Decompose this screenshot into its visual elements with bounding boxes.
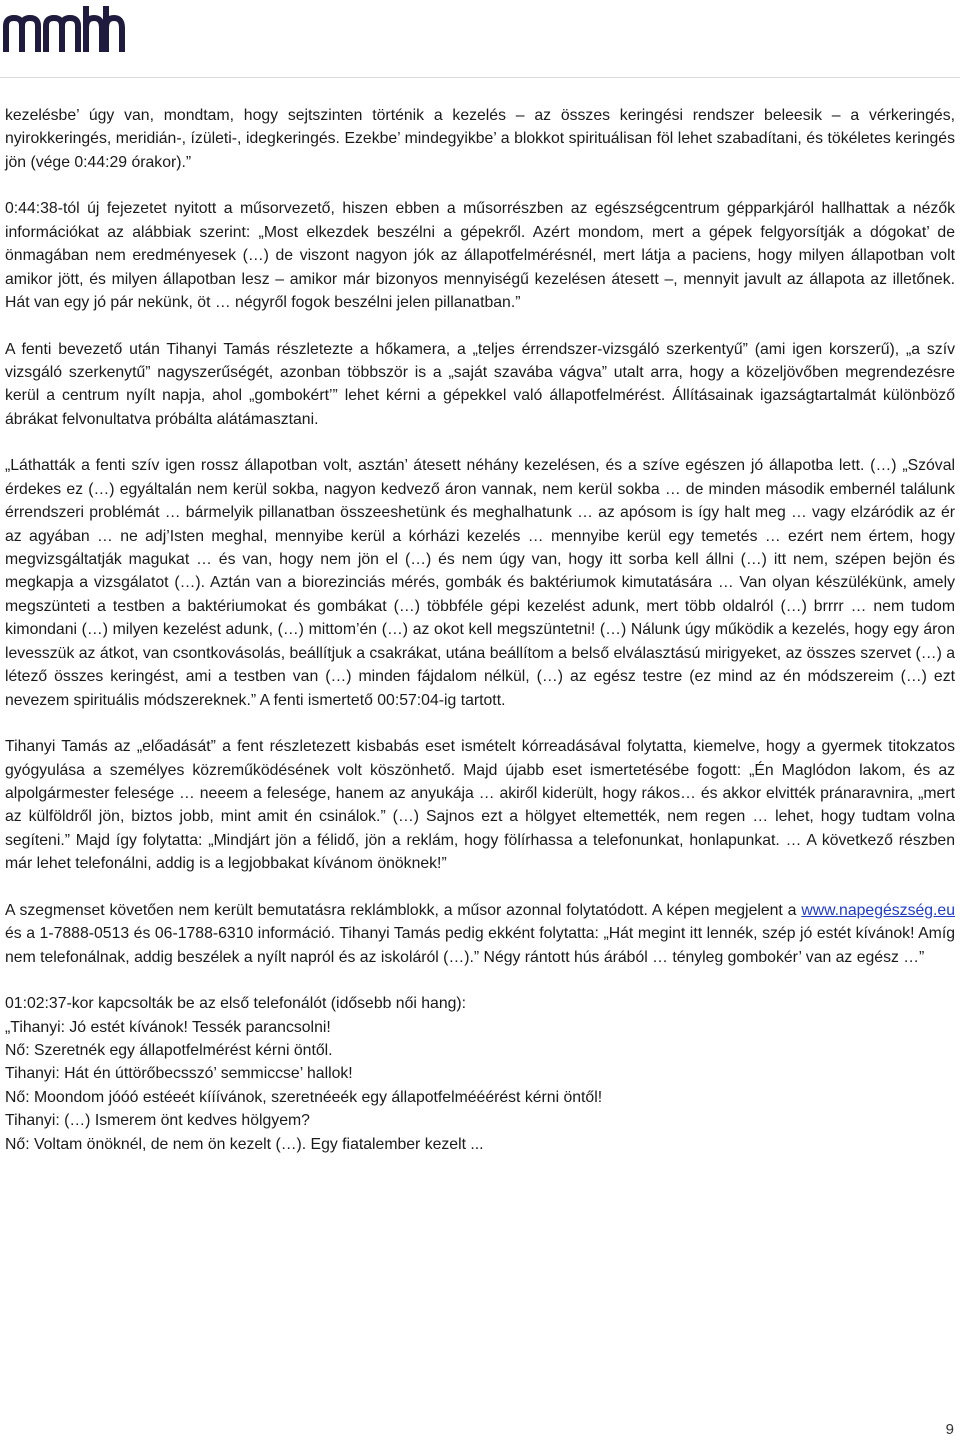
paragraph-6-text-after: és a 1-7888-0513 és 06-1788-6310 információ. Tihanyi Tamás pedig ekként folytatta: „Hát megint itt lennék, szép jó estét kívánok! Amíg nem telefonálnak, addig beszélek a nyílt napról és az iskoláról (…).” Négy rántott hús árából … tényleg gombokér’ van az egész …”: [5, 925, 955, 966]
document-body: [5, 104, 955, 1156]
dialogue-line: 01:02:37-kor kapcsolták be az első telefonálót (idősebb női hang):: [5, 995, 467, 1013]
website-link[interactable]: www.napegészség.eu: [801, 901, 955, 919]
dialogue-line: Nő: Szeretnék egy állapotfelmérést kérni öntől.: [5, 1041, 333, 1059]
dialogue-line: Tihanyi: Hát én úttörőbecsszó’ semmiccse’ hallok!: [5, 1065, 353, 1083]
dialogue-line: Tihanyi: (…) Ismerem önt kedves hölgyem?: [5, 1112, 310, 1130]
paragraph-2: 0:44:38-tól új fejezetet nyitott a műsorvezető, hiszen ebben a műsorrészben az egészségcentrum gépparkjáról hallhattak a nézők információkat az alábbiak szerint: „Most elkezdek beszélni a gépekről. Azért mondom, mert a gépek felgyorsítják a dógokat’ de önmagában nem eredményesek (…) de viszont nagyon jók az állapotfelmérésnél, mert látja a paciens, hogy milyen állapotban volt amikor jött, és milyen állapotban lesz – amikor már bizonyos mennyiségű kezelésen átesett –, mennyit javult az állapota az illetőnek. Hát van egy jó pár nekünk, öt … négyről fogok beszélni jelen pillanatban.”: [5, 200, 955, 312]
paragraph-6: [5, 899, 955, 969]
mmh-logo-icon: [2, 4, 126, 54]
header-divider: [0, 77, 960, 78]
dialogue-line: Nő: Moondom jóóó estéeét kííívánok, szeretnéeék egy állapotfelmééérést kérni öntől!: [5, 1088, 603, 1106]
dialogue-block: [5, 992, 955, 1156]
logo: [2, 4, 126, 54]
paragraph-5: Tihanyi Tamás az „előadását” a fent részletezett kisbabás eset ismételt kórreadásával folytatta, kiemelve, hogy a gyermek titokzatos gyógyulása a személyes közreműködésének volt köszönhető. Majd újabb eset ismertetésébe fogott: „Én Maglódon lakom, és az alpolgármester felesége … neeem a felesége, hanem az anyukája … akiről kiderült, hogy rákos… és akkor elvitték pránaravnira, „mert az külföldről jön, biztos jobb, mint amit én csinálok.” (…) Sajnos ezt a hölgyet eltemették, nem regen … lehet, hogy tudtam volna segíteni.” Majd így folytatta: „Mindjárt jön a félidő, jön a reklám, hogy fölírhassa a telefonunkat, honlapunkat. … A következő részben már lehet telefonálni, addig is a legjobbakat kívánom önöknek!”: [5, 738, 955, 873]
dialogue-line: „Tihanyi: Jó estét kívánok! Tessék parancsolni!: [5, 1018, 331, 1036]
dialogue-line: Nő: Voltam önöknél, de nem ön kezelt (…). Egy fiatalember kezelt ...: [5, 1135, 484, 1153]
page-number: 9: [945, 1421, 954, 1438]
paragraph-1: kezelésbe’ úgy van, mondtam, hogy sejtszinten történik a kezelés – az összes keringési rendszer beleesik – a vérkeringés, nyirokkeringés, meridián-, ízületi-, idegkeringés. Ezekbe’ mindegyikbe’ a blokkot spirituálisan föl lehet szabadítani, és tökéletes keringés jön (vége 0:44:29 órakor).”: [5, 107, 955, 171]
paragraph-3: A fenti bevezető után Tihanyi Tamás részletezte a hőkamera, a „teljes érrendszer-vizsgáló szerkentyű” (ami igen korszerű), „a szív vizsgáló szerkenytű” nagyszerűségét, azonban többször is a „saját szavába vágva” utalt arra, hogy a közeljövőben megrendezésre kerül a centrum nyílt napja, ahol „gombokért’” lehet kérni a gépekkel való állapotfelmérést. Állításainak igazságtartalmát különböző ábrákat felvonultatva próbálta alátámasztani.: [5, 340, 955, 428]
paragraph-4: „Láthatták a fenti szív igen rossz állapotban volt, asztán’ átesett néhány kezelésen, és a szíve egészen jó állapotba lett. (…) „Szóval érdekes ez (…) egyáltalán nem kerül sokba, nagyon kedvező áron vannak, nem kerül sokba … de minden második embernél találunk érrendszeri problémát … bármelyik pillanatban összeeshetünk és meghalhatunk … az apósom is így halt meg … vagy elzáródik az ér az agyában … ne adj’Isten meghal, mennyibe kerül a kórházi kezelés … mennyibe kerül egy temetés … ezért nem értem, hogy megvizsgáltatják magukat … és van, hogy nem jön el (…) és nem úgy van, hogy itt sorba kell állni (…) itt nem, szépen bejön és megkapja a vizsgálatot (…). Aztán van a biorezinciás mérés, gombák és baktériumok kimutatására … Van olyan készülékünk, amely megszünteti a testben a baktériumokat és gombákat (…) többféle gépi kezelést adunk, mert több oldalról (…) brrrr … nem tudom kimondani (…) milyen kezelést adunk, (…) mittom’én (…) az okot kell megszüntetni! (…) Nálunk úgy működik a kezelés, hogy egy áron levesszük az átkot, van csontkovásolás, beállítjuk a csakrákat, utána beállítom a belső elválasztású mirigyeket, az összes szervet (…) a létező összes keringést, ami a testben van (…) minden fájdalom nélkül, (…) az egész testre (ez mind az én módszereim (…) ezt nevezem spirituális módszereknek.” A fenti ismertető 00:57:04-ig tartott.: [5, 457, 956, 709]
paragraph-6-text-before: A szegmenset követően nem került bemutatásra reklámblokk, a műsor azonnal folytatódott. A képen megjelent a: [5, 901, 802, 919]
